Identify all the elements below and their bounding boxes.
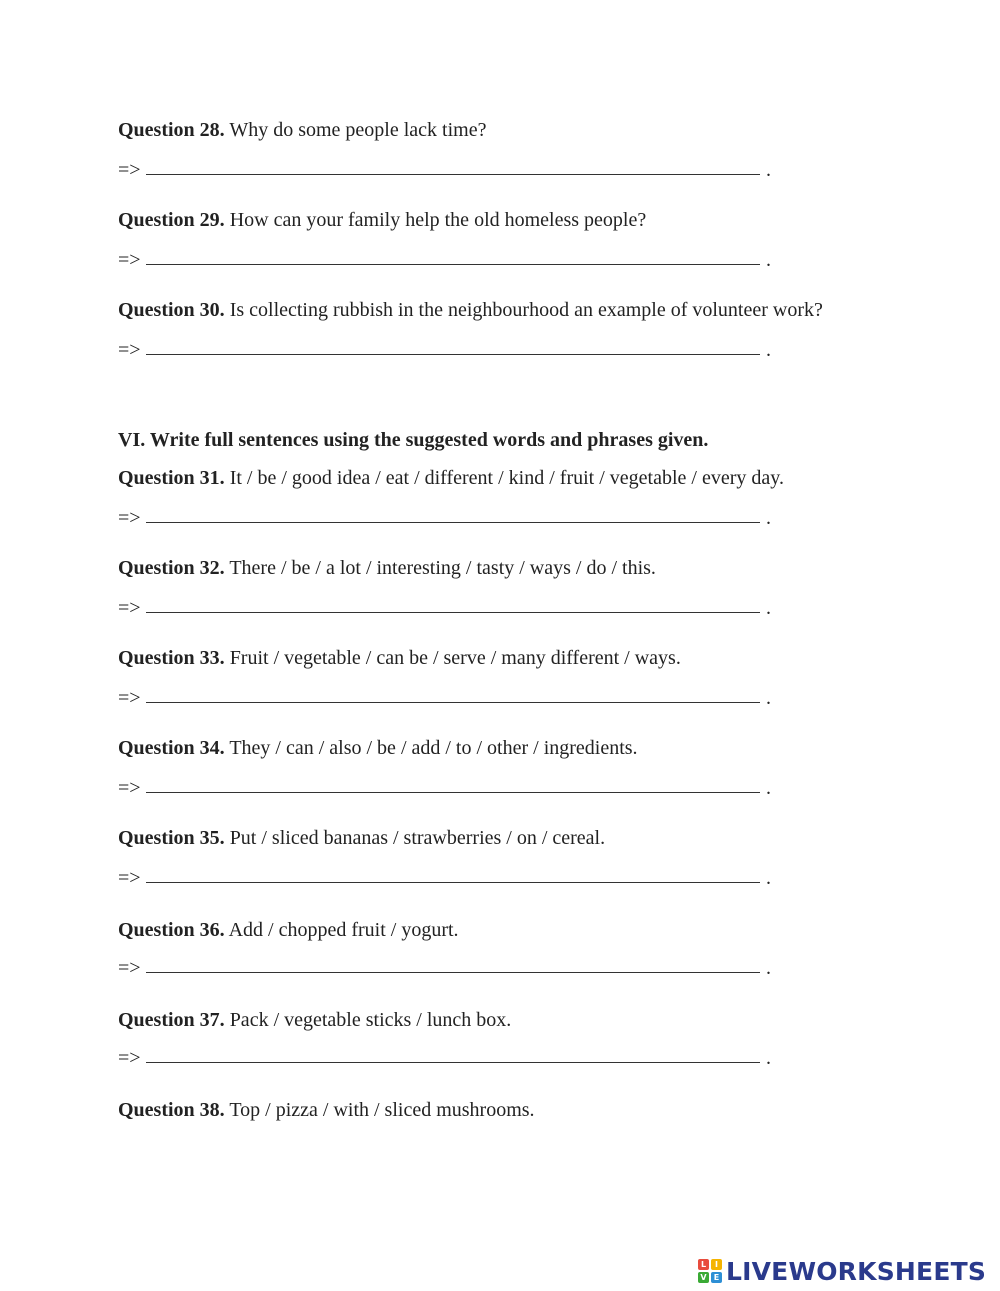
question-28: Question 28. Why do some people lack time? (118, 119, 487, 141)
answer-line-34[interactable]: => . (118, 777, 771, 799)
answer-line-37[interactable]: => . (118, 1047, 771, 1069)
question-34: Question 34. They / can / also / be / add / to / other / ingredients. (118, 737, 638, 759)
liveworksheets-logo (698, 1256, 986, 1286)
answer-line-28[interactable]: => . (118, 159, 771, 181)
question-31: Question 31. It / be / good idea / eat / different / kind / fruit / vegetable / every day. (118, 467, 784, 489)
question-37: Question 37. Pack / vegetable sticks / lunch box. (118, 1009, 512, 1031)
question-29: Question 29. How can your family help the old homeless people? (118, 209, 647, 231)
answer-line-31[interactable]: => . (118, 507, 771, 529)
answer-line-29[interactable]: => . (118, 249, 771, 271)
question-35: Question 35. Put / sliced bananas / strawberries / on / cereal. (118, 827, 606, 849)
logo-text: LIVEWORKSHEETS (726, 1256, 987, 1286)
question-30: Question 30. Is collecting rubbish in the neighbourhood an example of volunteer work? (118, 299, 823, 321)
answer-line-36[interactable]: => . (118, 957, 771, 979)
question-38: Question 38. Top / pizza / with / sliced mushrooms. (118, 1099, 535, 1121)
answer-line-35[interactable]: => . (118, 867, 771, 889)
answer-line-32[interactable]: => . (118, 597, 771, 619)
question-32: Question 32. There / be / a lot / interesting / tasty / ways / do / this. (118, 557, 656, 579)
question-33: Question 33. Fruit / vegetable / can be / serve / many different / ways. (118, 647, 681, 669)
answer-line-30[interactable]: => . (118, 339, 771, 361)
section-title: VI. Write full sentences using the suggested words and phrases given. (118, 429, 709, 451)
question-36: Question 36. Add / chopped fruit / yogurt. (118, 919, 459, 941)
logo-icon: L I V E (698, 1259, 722, 1283)
answer-line-33[interactable]: => . (118, 687, 771, 709)
